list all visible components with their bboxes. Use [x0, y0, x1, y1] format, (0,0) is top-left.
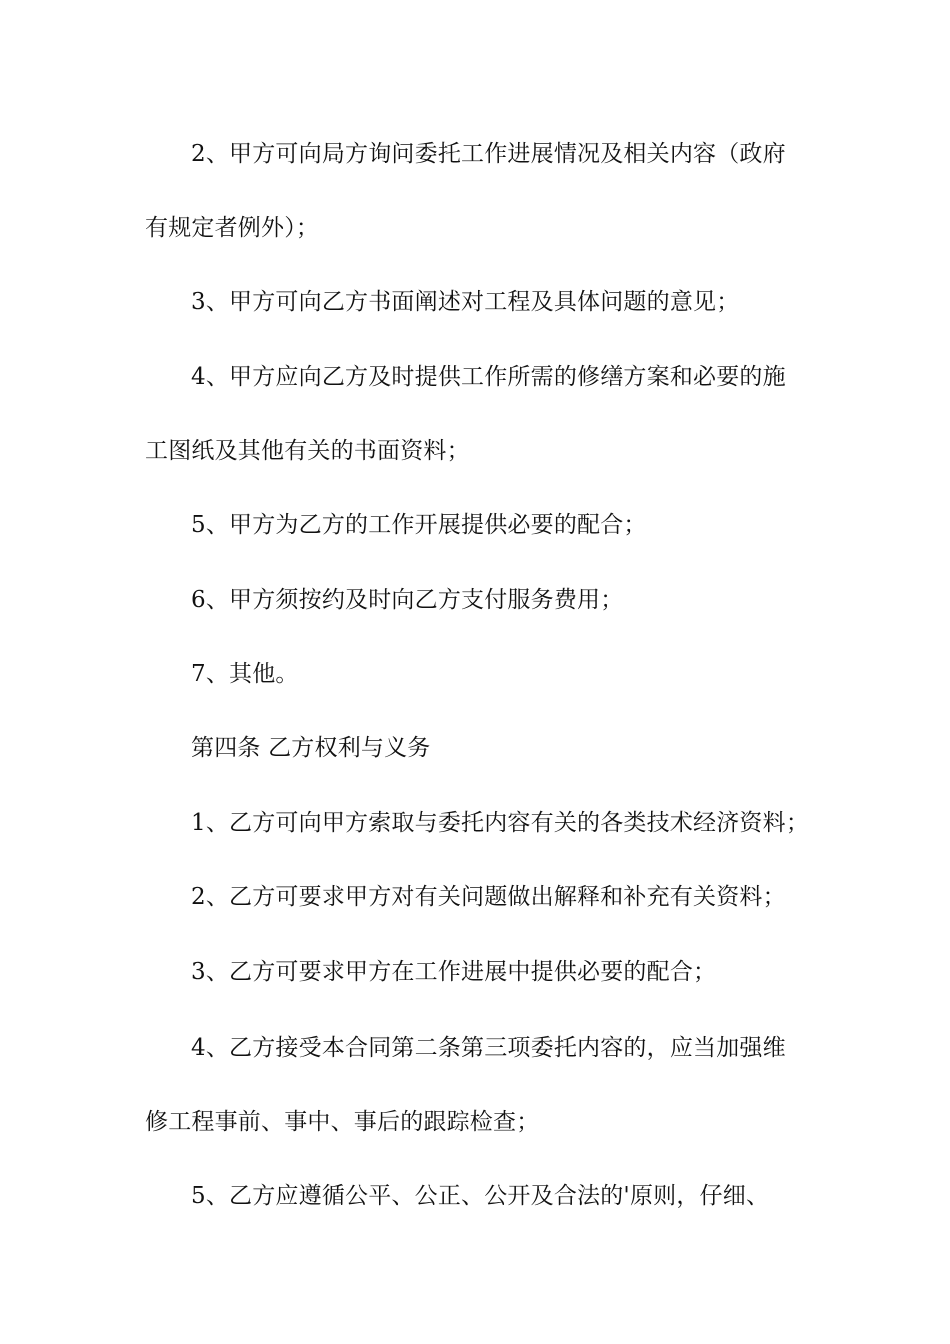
paragraph-line-11: 2、乙方可要求甲方对有关问题做出解释和补充有关资料； [191, 884, 786, 910]
paragraph-line-12: 3、乙方可要求甲方在工作进展中提供必要的配合； [191, 959, 717, 985]
paragraph-line-4: 4、甲方应向乙方及时提供工作所需的修缮方案和必要的施 [191, 364, 786, 390]
paragraph-line-15: 5、乙方应遵循公平、公正、公开及合法的'原则，仔细、 [191, 1183, 770, 1209]
paragraph-line-3: 3、甲方可向乙方书面阐述对工程及具体问题的意见； [191, 289, 740, 315]
paragraph-line-8: 7、其他。 [191, 661, 299, 687]
paragraph-line-1: 2、甲方可向局方询问委托工作进展情况及相关内容（政府 [191, 141, 786, 167]
paragraph-line-13: 4、乙方接受本合同第二条第三项委托内容的，应当加强维 [191, 1035, 786, 1061]
paragraph-line-14: 修工程事前、事中、事后的跟踪检查； [145, 1109, 540, 1135]
paragraph-line-7: 6、甲方须按约及时向乙方支付服务费用； [191, 587, 624, 613]
paragraph-line-5: 工图纸及其他有关的书面资料； [145, 438, 470, 464]
paragraph-line-2: 有规定者例外）； [145, 215, 320, 241]
paragraph-line-10: 1、乙方可向甲方索取与委托内容有关的各类技术经济资料； [191, 810, 810, 836]
section-heading: 第四条 乙方权利与义务 [191, 735, 431, 761]
paragraph-line-6: 5、甲方为乙方的工作开展提供必要的配合； [191, 512, 647, 538]
